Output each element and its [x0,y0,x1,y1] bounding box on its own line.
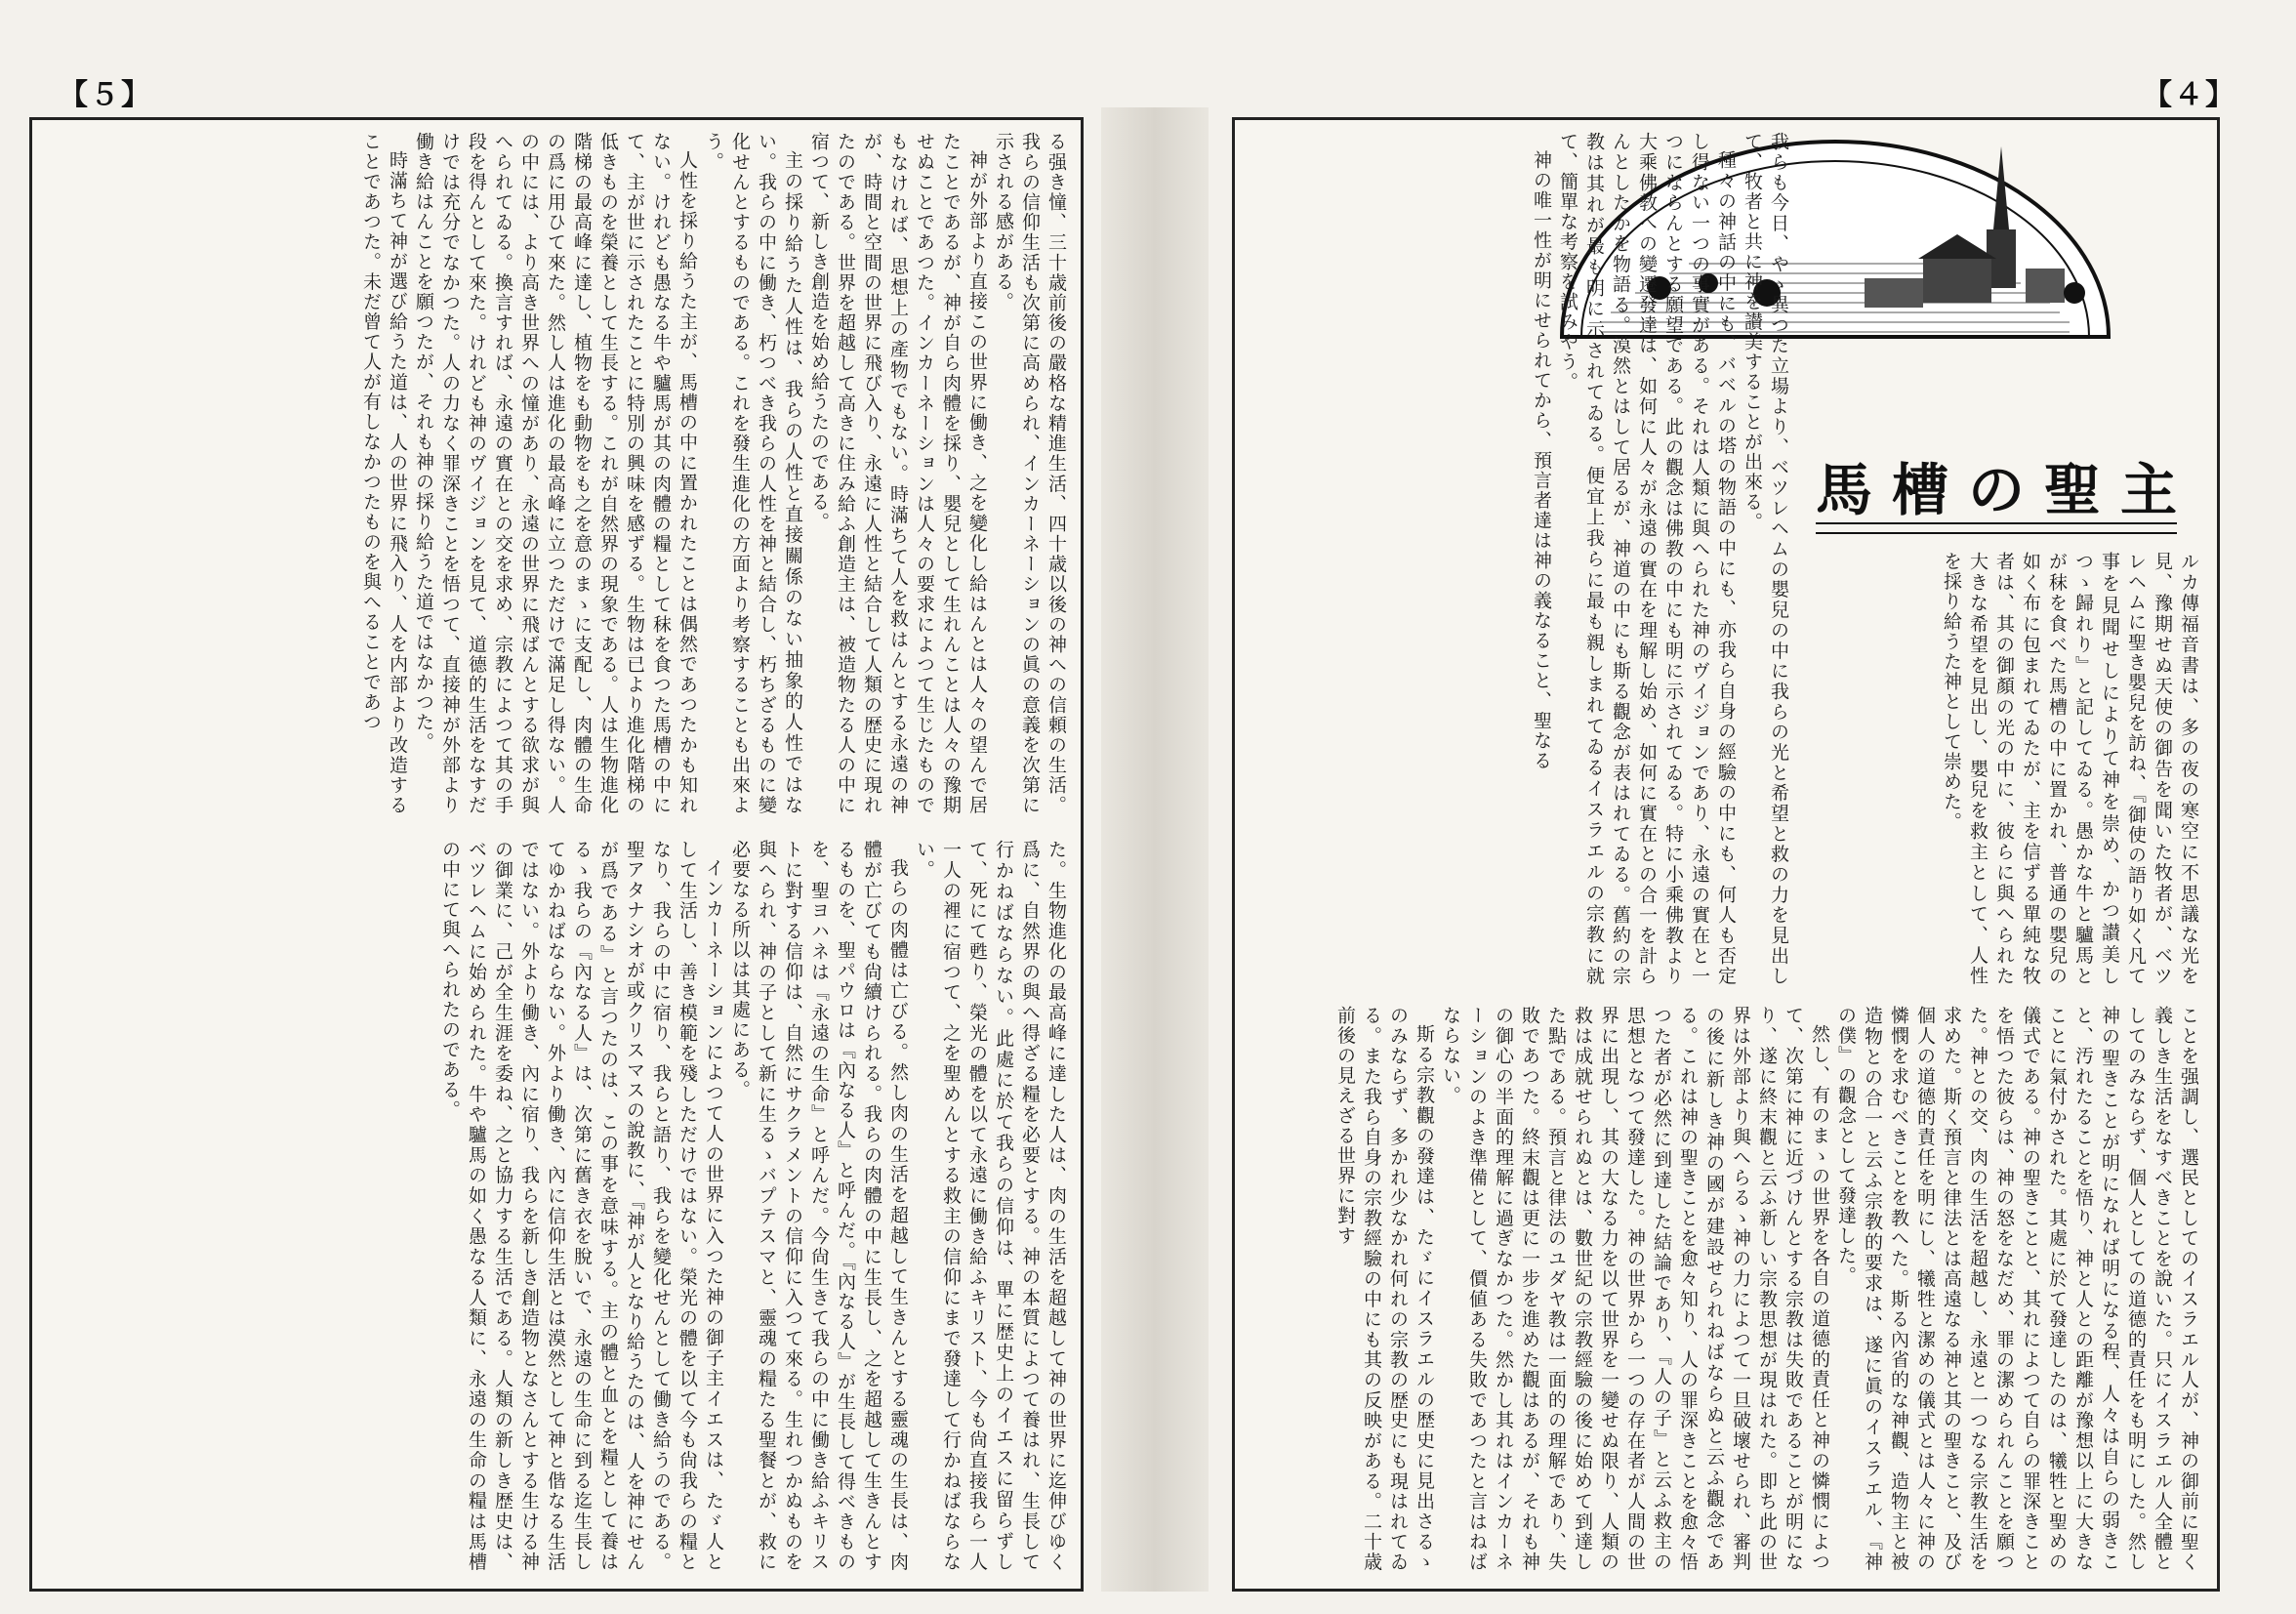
article-title: 馬槽の聖主 [1816,457,2197,523]
page-4-title-column [1811,552,2201,986]
paragraph: ことを强調し、選民としてのイスラエル人が、神の御前に聖く義しき生活をなすべきことを說いた。只にイスラエル人全體としてのみならず、個人としての道德的責任をも明にした。然し神の聖きことが明になれば明になる程、人々は自らの弱きこと、汚れたることを悟り、神と人との距離が豫想以上に大きなことに氣付かされた。其處に於て發達したのは、犧牲と聖めの儀式である。神の聖きことと、其れによつて自らの罪深きことを悟つた彼らは、神の怒をなだめ、罪の潔められんことを願つた。神との交、肉の生活を超越し、永遠と一つなる宗教生活を求めた。斯く預言と律法とは高遠なる神と其の聖きこと、及び個人の道德的責任を明にし、犧牲と潔めの儀式とは人々に神の憐憫を求むべきことを教へた。斯る內省的な神觀、造物主と被造物との合一と云ふ宗教的要求は、遂に眞のイスラエル、『神の僕』の觀念として發達した。 [1835,1006,2199,1572]
paragraph: 人性を採り給うた主が、馬槽の中に置かれたことは偶然であつたかも知れない。けれども愚なる牛や驢馬が其の肉體の糧として秣を食つた馬槽の中にて、主が世に示されたことに特別の興味を感ずる。生物は已より進化階梯の低きものを榮養として生長する。これが自然界の現象である。人は生物進化階梯の最高峰に達し、植物をも動物をも之を意のまゝに支配し、肉體の生命の爲に用ひて來た。然し人は進化の最高峰に立つただけで滿足し得ない。人の中には、より高き世界への憧があり、永遠の世界に飛ばんとする欲求が與へられてゐる。換言すれば、永遠の實在との交を求め、宗教によつて其の手段を得んとして來た。けれども神のヴイジョンを見て、道德的生活をなすだけでは充分でなかつた。人の力なく罪深きことを悟つて、直接神が外部より働き給はんことを願つたが、それも神の採り給うた道ではなかつた。 [413,132,698,815]
paragraph: 主の採り給うた人性は、我らの人性と直接關係のない抽象的人性ではない。我らの中に働き、朽つべき我らの人性を神と結合し、朽ちざるものに變化せんとするものである。これを發生進化の方面より考察することも出來よう。 [703,132,803,815]
page-4-lower-block [1250,1006,2201,1572]
paragraph: 神が外部より直接この世界に働き、之を變化し給はんとは人々の望んで居たことであるが、神が自ら肉體を採り、嬰兒として生れんことは人々の豫期せぬことであつた。インカーネーションは人々の要求によつて生じたものでもなければ、思想上の產物でもない。時滿ちて人を救はんとする永遠の神が、時間と空間の世界に飛び入り、永遠に人性と結合して人類の歴史に現れたのである。世界を超越して高きに住み給ふ創造主は、被造物たる人の中に宿つて、新しき創造を始め給うたのである。 [808,132,988,815]
paragraph: 種々の神話の中にも、バベルの塔の物語の中にも、亦我ら自身の經驗の中にも、何人も否定し得ない一つの事實がある。それは人類に與へられた神のヴイジョンであり、永遠の實在と一つにならんとする願望である。此の觀念は佛教の中にも明に示されてゐる。特に小乘佛教より大乘佛教への變遷發達は、如何に人々が永遠の實在を理解し始め、如何に實在との合一を計らんとしたかを物語る。漠然とはして居るが、神道の中にも斯る觀念が表はれてゐる。舊約の宗教は其れが最も明に示されてゐる。便宜上我らに最も親しまれてゐるイスラエルの宗教に就て、簡單な考察を試みやう。 [1557,132,1737,986]
column-divider [44,832,1069,834]
page-5-upper-block [44,132,1069,815]
paragraph: 時滿ちて神が選び給うた道は、人の世界に飛入り、人を内部より改造することであつた。未だ曾て人が有しなかつたものを與へることであつ [360,132,408,815]
page-4-upper-left-block [1250,132,1791,986]
paragraph: 神の唯一性が明にせられてから、預言者達は神の義なること、聖なる [1531,150,1552,771]
paragraph: 我らも今日、やゝ異つた立場より、ベツレヘムの嬰兒の中に我らの光と希望と救の力を見出して、牧者と共に神を讃美することが出來る。 [1742,132,1789,986]
paragraph: 然し、有のまゝの世界を各自の道德的責任と神の憐憫によつて、次第に神に近づけんとする宗教は失敗であることが明になり、遂に終末觀と云ふ新しい宗教思想が現はれた。即ち此の世界は外部より與へらるゝ神の力によつて一旦破壞せられ、審判の後に新しき神の國が建設せられねばならぬと云ふ觀念である。これは神の聖きことを愈々知り、人の罪深きことを愈々悟つた者が必然に到達した結論であり、『人の子』と云ふ救主の思想となつて發達した。神の世界から一つの存在者が人間の世界に出現し、其の大なる力を以て世界を一變せぬ限り、人類の救は成就せられぬとは、數世紀の宗教經驗の後に始めて到達した點である。預言と律法のユダヤ教は一面的の理解であり、失敗であつた。終末觀は更に一步を進めた觀はあるが、それも神の御心の半面的理解に過ぎなかつた。然かし其れはインカーネーションのよき準備として、價値ある失敗であつたと言はねばならない。 [1440,1006,1830,1572]
book-gutter [1101,107,1209,1592]
title-underline [1816,522,2177,534]
page-5-lower-block [44,840,1069,1572]
paragraph: 我らの肉體は亡びる。然し肉の生活を超越して生きんとする靈魂の生長は、肉體が亡びても尙續けられる。我らの肉體の中に生長し、之を超越して生きんとするものを、聖パウロは『內なる人』と呼んだ。『內なる人』が生長して得べきものを、聖ヨハネは『永遠の生命』と呼んだ。今尙生きて我らの中に働き給ふキリストに對する信仰は、自然にサクラメントの信仰に入つて來る。生れつかぬものを與へられ、神の子として新に生るゝバプテスマと、靈魂の糧たる聖餐とが、救に必要なる所以は其處にある。 [729,840,909,1572]
paragraph: る强き憧、三十歳前後の嚴格な精進生活、四十歳以後の神への信頼の生活。我らの信仰生活も次第に高められ、インカーネーションの眞の意義を次第に示される感がある。 [993,132,1067,815]
paragraph: 斯る宗教觀の發達は、たゞにイスラエルの歴史に見出さるゝのみならず、多かれ少なかれ何れの宗教の歴史にも現はれてゐる。また我ら自身の宗教經驗の中にも其の反映がある。二十歳前後の見えざる世界に對す [1334,1006,1435,1572]
page-number-right: 【４】 [2143,78,2236,112]
paragraph: インカーネーションによつて人の世界に入つた神の御子主イエスは、たゞ人として生活し、善き模範を殘しただけではない。榮光の體を以て今も尙我らの糧となり、我らの中に宿り、我らと語り、我らを變化せんとして働き給うのである。聖アタナシオが或クリスマスの說教に、『神が人となり給うたのは、人を神にせんが爲である』と言つたのは、この事を意味する。主の體と血とを糧として養はるゝ我らの『內なる人』は、次第に舊き衣を脫いで、永遠の生命に到る迄生長してゆかねばならない。外より働き、內に信仰生活とは漠然として神と偕なる生活ではない。外より働き、內に宿り、我らを新しき創造物となさんとする生ける神の御業に、己が全生涯を委ね、之と協力する生活である。人類の新しき歴史は、ベツレヘムに始められた。牛や驢馬の如く愚なる人類に、永遠の生命の糧は馬槽の中にて與へられたのである。 [439,840,724,1572]
page-number-left: 【５】 [59,78,152,112]
paragraph: ルカ傳福音書は、多の夜の寒空に不思議な光を見、豫期せぬ天使の御告を聞いた牧者が、ベツレヘムに聖き嬰兒を訪ね、『御使の語り如く凡て事を見聞せしによりて神を崇め、かつ讃美しつゝ歸れり』と記してゐる。愚かな牛と驢馬とが秣を食べた馬槽の中に置かれ、普通の嬰兒の如く布に包まれてゐたが、主を信ずる單純な牧者は、其の御顏の光の中に、彼らに與へられた大きな希望を見出し、嬰兒を救主として、人性を採り給うた神として崇めた。 [1941,552,2199,986]
paragraph: た。生物進化の最高峰に達した人は、肉の生活を超越して神の世界に迄伸びゆく爲に、自然界の與へ得ざる糧を必要とする。神の本質によつて養はれ、生長して行かねばならない。此處に於て我らの信仰は、單に歴史上のイエスに留らずして、死にて甦り、榮光の體を以て永遠に働き給ふキリスト、今も尙直接我ら一人一人の裡に宿つて、之を聖めんとする救主の信仰にまで發達して行かねばならない。 [914,840,1067,1572]
